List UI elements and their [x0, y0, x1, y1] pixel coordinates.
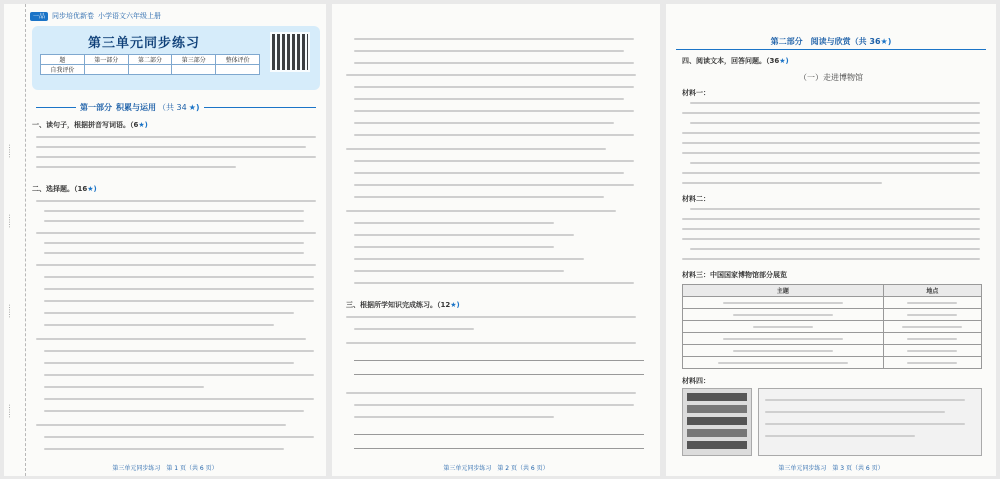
- star-icon: ★): [880, 37, 892, 46]
- text-line: [36, 156, 316, 158]
- table-cell[interactable]: [216, 65, 260, 75]
- text-line: [682, 218, 980, 220]
- table-cell: 整体评价: [216, 55, 260, 65]
- text-line: [44, 252, 304, 254]
- subject-name: 小学语文六年级上册: [98, 12, 162, 20]
- text-line: [44, 220, 304, 222]
- question-1-heading: 一、读句子，根据拼音写词语。（6★): [32, 121, 148, 129]
- text-line: [44, 350, 314, 352]
- table-cell: 第二部分: [128, 55, 172, 65]
- text-line: [682, 132, 980, 134]
- text-line: [682, 112, 980, 114]
- text-line: [44, 300, 314, 302]
- section-points: （共 34: [158, 102, 187, 112]
- material-2-label: 材料二：: [682, 195, 710, 203]
- text-line: [346, 148, 606, 150]
- text-line: [44, 436, 314, 438]
- page-footer: 第三单元同步练习 第 3 页（共 6 页）: [778, 465, 884, 472]
- table-row: [683, 321, 982, 333]
- part-4-heading: 四、阅读文本，回答问题。（36★): [682, 57, 789, 65]
- section-2-banner: 第二部分 阅读与欣赏（共 36★): [676, 36, 986, 50]
- star-icon: ★): [779, 57, 789, 65]
- text-line: [354, 234, 574, 236]
- table-header: 主题: [683, 285, 884, 297]
- table-cell[interactable]: [128, 65, 172, 75]
- text-line: [690, 162, 980, 164]
- section-name: 积累与运用: [116, 102, 156, 112]
- table-cell: 第一部分: [84, 55, 128, 65]
- text-line: [346, 316, 636, 318]
- table-row: [683, 333, 982, 345]
- text-line: [36, 200, 316, 202]
- page-footer: 第三单元同步练习 第 1 页（共 6 页）: [112, 465, 218, 472]
- text-line: [354, 404, 634, 406]
- table-row: [683, 345, 982, 357]
- text-line: [44, 374, 314, 376]
- text-line: [354, 38, 634, 40]
- page-title: 第三单元同步练习: [87, 36, 200, 51]
- worksheet-page-3: [666, 4, 996, 476]
- material-3-label: 材料三：中国国家博物馆部分展览: [682, 271, 787, 279]
- text-line: [682, 182, 882, 184]
- text-line: [354, 222, 554, 224]
- text-line: [36, 166, 236, 168]
- text-line: [354, 270, 564, 272]
- exhibition-table: [682, 284, 982, 369]
- text-line: [36, 264, 316, 266]
- text-line: [44, 324, 274, 326]
- text-line: [354, 258, 584, 260]
- text-line: [44, 312, 294, 314]
- table-header: 地点: [883, 285, 981, 297]
- text-line: [36, 424, 286, 426]
- text-line: [354, 328, 474, 330]
- text-line: [354, 246, 554, 248]
- worksheet-page-2: [332, 4, 660, 476]
- table-cell: 自我评价: [41, 65, 85, 75]
- header-bar: [30, 10, 320, 22]
- series-logo: 一品: [30, 12, 48, 21]
- text-line: [36, 338, 306, 340]
- text-line: [44, 398, 314, 400]
- binding-margin: …… …… …… ……: [4, 4, 26, 476]
- text-line: [44, 288, 314, 290]
- text-line: [690, 122, 980, 124]
- passage-title: （一）走进博物馆: [799, 73, 863, 82]
- text-line: [354, 122, 614, 124]
- table-row: [683, 297, 982, 309]
- transport-guide-image: [758, 388, 982, 456]
- text-line: [354, 110, 634, 112]
- text-line: [690, 208, 980, 210]
- text-line: [682, 228, 980, 230]
- table-row: [683, 309, 982, 321]
- text-line: [346, 210, 616, 212]
- text-line: [682, 142, 980, 144]
- text-line: [44, 410, 304, 412]
- material-1-label: 材料一：: [682, 89, 710, 97]
- text-line: [354, 62, 634, 64]
- self-assessment-table: [40, 54, 260, 75]
- text-line: [44, 362, 294, 364]
- section-number: 第一部分: [80, 102, 112, 112]
- qr-code-image: [270, 32, 310, 72]
- answer-line[interactable]: [354, 434, 644, 435]
- answer-line[interactable]: [354, 360, 644, 361]
- text-line: [44, 242, 304, 244]
- opening-hours-image: [682, 388, 752, 456]
- table-row: [683, 357, 982, 369]
- text-line: [354, 50, 624, 52]
- text-line: [44, 448, 284, 450]
- text-line: [690, 248, 980, 250]
- text-line: [682, 172, 980, 174]
- text-line: [44, 276, 314, 278]
- text-line: [354, 416, 554, 418]
- text-line: [354, 160, 634, 162]
- worksheet-page-1: [4, 4, 326, 476]
- text-line: [36, 232, 316, 234]
- text-line: [354, 86, 634, 88]
- text-line: [346, 342, 636, 344]
- text-line: [690, 102, 980, 104]
- text-line: [354, 196, 604, 198]
- star-icon: ★): [87, 185, 97, 193]
- series-name: 同步培优新卷: [52, 12, 95, 20]
- text-line: [354, 172, 624, 174]
- star-icon: ★): [450, 301, 460, 309]
- answer-line[interactable]: [354, 448, 644, 449]
- question-2-heading: 二、选择题。（16★): [32, 185, 97, 193]
- question-3-heading: 三、根据所学知识完成练习。（12★): [346, 301, 460, 309]
- table-cell: 题: [41, 55, 85, 65]
- star-icon: ★): [138, 121, 148, 129]
- table-cell: 第三部分: [172, 55, 216, 65]
- text-line: [354, 282, 634, 284]
- text-line: [44, 386, 204, 388]
- text-line: [36, 136, 316, 138]
- text-line: [354, 134, 634, 136]
- text-line: [682, 152, 980, 154]
- table-cell[interactable]: [172, 65, 216, 75]
- text-line: [346, 392, 636, 394]
- text-line: [682, 258, 980, 260]
- section-1-header: [32, 100, 320, 114]
- page-footer: 第三单元同步练习 第 2 页（共 6 页）: [443, 465, 549, 472]
- text-line: [682, 238, 980, 240]
- star-icon: ★): [188, 102, 200, 112]
- material-4-label: 材料四：: [682, 377, 710, 385]
- table-cell[interactable]: [84, 65, 128, 75]
- text-line: [354, 98, 624, 100]
- text-line: [346, 74, 636, 76]
- text-line: [354, 184, 634, 186]
- text-line: [44, 210, 304, 212]
- text-line: [36, 146, 306, 148]
- answer-line[interactable]: [354, 374, 644, 375]
- title-box: [32, 26, 320, 90]
